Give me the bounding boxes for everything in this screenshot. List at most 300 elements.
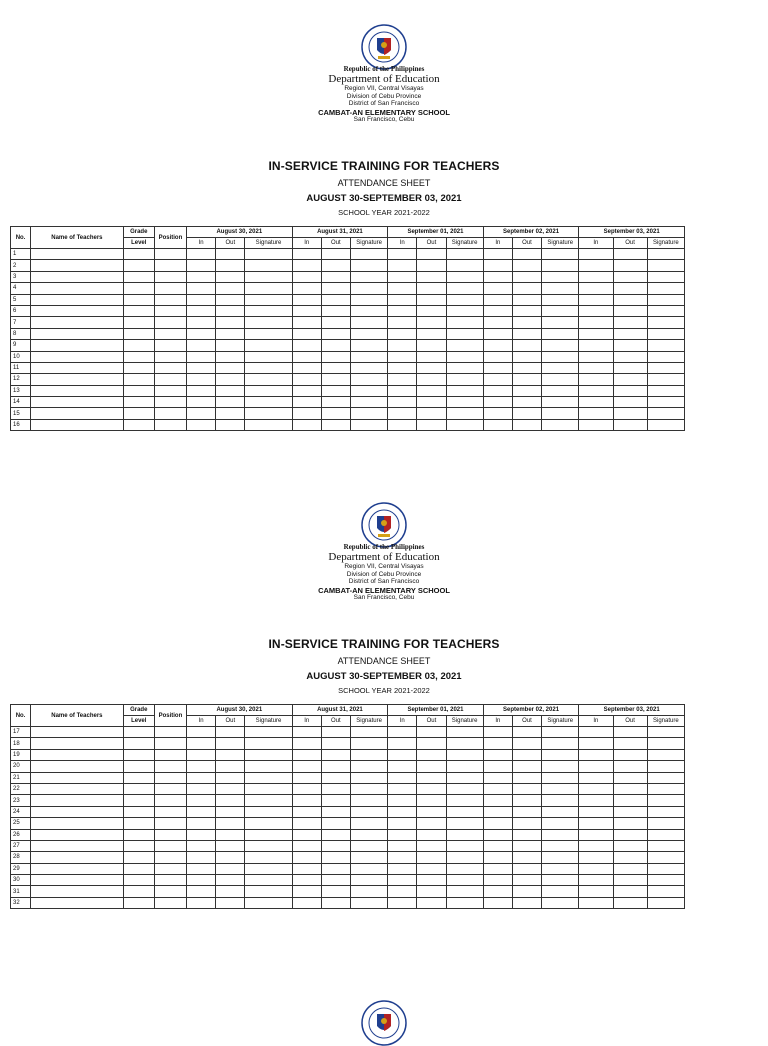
blank-cell[interactable] xyxy=(31,271,124,282)
blank-cell[interactable] xyxy=(542,305,579,316)
blank-cell[interactable] xyxy=(245,806,292,817)
blank-cell[interactable] xyxy=(512,749,541,760)
blank-cell[interactable] xyxy=(647,317,684,328)
blank-cell[interactable] xyxy=(446,749,483,760)
blank-cell[interactable] xyxy=(613,317,647,328)
blank-cell[interactable] xyxy=(245,818,292,829)
blank-cell[interactable] xyxy=(187,317,216,328)
blank-cell[interactable] xyxy=(542,840,579,851)
blank-cell[interactable] xyxy=(417,260,446,271)
blank-cell[interactable] xyxy=(154,783,186,794)
blank-cell[interactable] xyxy=(579,305,613,316)
blank-cell[interactable] xyxy=(350,886,387,897)
blank-cell[interactable] xyxy=(417,328,446,339)
blank-cell[interactable] xyxy=(216,408,245,419)
blank-cell[interactable] xyxy=(123,727,154,738)
blank-cell[interactable] xyxy=(417,795,446,806)
blank-cell[interactable] xyxy=(388,249,417,260)
blank-cell[interactable] xyxy=(647,749,684,760)
blank-cell[interactable] xyxy=(388,783,417,794)
blank-cell[interactable] xyxy=(187,727,216,738)
blank-cell[interactable] xyxy=(483,260,512,271)
blank-cell[interactable] xyxy=(216,249,245,260)
blank-cell[interactable] xyxy=(187,271,216,282)
blank-cell[interactable] xyxy=(613,305,647,316)
blank-cell[interactable] xyxy=(216,875,245,886)
blank-cell[interactable] xyxy=(245,749,292,760)
blank-cell[interactable] xyxy=(512,727,541,738)
blank-cell[interactable] xyxy=(417,783,446,794)
blank-cell[interactable] xyxy=(542,351,579,362)
blank-cell[interactable] xyxy=(123,283,154,294)
blank-cell[interactable] xyxy=(512,271,541,282)
blank-cell[interactable] xyxy=(292,806,321,817)
blank-cell[interactable] xyxy=(31,294,124,305)
blank-cell[interactable] xyxy=(292,305,321,316)
blank-cell[interactable] xyxy=(483,408,512,419)
blank-cell[interactable] xyxy=(579,783,613,794)
blank-cell[interactable] xyxy=(31,362,124,373)
blank-cell[interactable] xyxy=(187,260,216,271)
blank-cell[interactable] xyxy=(292,727,321,738)
blank-cell[interactable] xyxy=(321,408,350,419)
blank-cell[interactable] xyxy=(512,829,541,840)
blank-cell[interactable] xyxy=(31,419,124,430)
blank-cell[interactable] xyxy=(647,362,684,373)
blank-cell[interactable] xyxy=(245,249,292,260)
blank-cell[interactable] xyxy=(388,328,417,339)
blank-cell[interactable] xyxy=(350,340,387,351)
blank-cell[interactable] xyxy=(350,772,387,783)
blank-cell[interactable] xyxy=(154,294,186,305)
blank-cell[interactable] xyxy=(542,283,579,294)
blank-cell[interactable] xyxy=(321,362,350,373)
blank-cell[interactable] xyxy=(154,840,186,851)
blank-cell[interactable] xyxy=(613,852,647,863)
blank-cell[interactable] xyxy=(579,897,613,908)
blank-cell[interactable] xyxy=(123,328,154,339)
blank-cell[interactable] xyxy=(613,840,647,851)
blank-cell[interactable] xyxy=(579,829,613,840)
blank-cell[interactable] xyxy=(321,783,350,794)
blank-cell[interactable] xyxy=(446,761,483,772)
blank-cell[interactable] xyxy=(245,783,292,794)
blank-cell[interactable] xyxy=(187,374,216,385)
blank-cell[interactable] xyxy=(123,886,154,897)
blank-cell[interactable] xyxy=(321,886,350,897)
blank-cell[interactable] xyxy=(542,260,579,271)
blank-cell[interactable] xyxy=(417,852,446,863)
blank-cell[interactable] xyxy=(216,818,245,829)
blank-cell[interactable] xyxy=(579,875,613,886)
blank-cell[interactable] xyxy=(647,806,684,817)
blank-cell[interactable] xyxy=(292,271,321,282)
blank-cell[interactable] xyxy=(321,260,350,271)
blank-cell[interactable] xyxy=(512,351,541,362)
blank-cell[interactable] xyxy=(446,249,483,260)
blank-cell[interactable] xyxy=(613,738,647,749)
blank-cell[interactable] xyxy=(123,294,154,305)
blank-cell[interactable] xyxy=(512,294,541,305)
blank-cell[interactable] xyxy=(292,738,321,749)
blank-cell[interactable] xyxy=(542,749,579,760)
blank-cell[interactable] xyxy=(388,761,417,772)
blank-cell[interactable] xyxy=(417,840,446,851)
blank-cell[interactable] xyxy=(187,806,216,817)
blank-cell[interactable] xyxy=(123,374,154,385)
blank-cell[interactable] xyxy=(446,408,483,419)
blank-cell[interactable] xyxy=(292,840,321,851)
blank-cell[interactable] xyxy=(292,749,321,760)
blank-cell[interactable] xyxy=(647,840,684,851)
blank-cell[interactable] xyxy=(483,806,512,817)
blank-cell[interactable] xyxy=(321,249,350,260)
blank-cell[interactable] xyxy=(292,374,321,385)
blank-cell[interactable] xyxy=(483,374,512,385)
blank-cell[interactable] xyxy=(446,351,483,362)
blank-cell[interactable] xyxy=(292,408,321,419)
blank-cell[interactable] xyxy=(579,351,613,362)
blank-cell[interactable] xyxy=(483,749,512,760)
blank-cell[interactable] xyxy=(417,294,446,305)
blank-cell[interactable] xyxy=(216,829,245,840)
blank-cell[interactable] xyxy=(579,271,613,282)
blank-cell[interactable] xyxy=(417,317,446,328)
blank-cell[interactable] xyxy=(446,772,483,783)
blank-cell[interactable] xyxy=(154,419,186,430)
blank-cell[interactable] xyxy=(154,385,186,396)
blank-cell[interactable] xyxy=(388,863,417,874)
blank-cell[interactable] xyxy=(388,897,417,908)
blank-cell[interactable] xyxy=(388,806,417,817)
blank-cell[interactable] xyxy=(647,374,684,385)
blank-cell[interactable] xyxy=(292,772,321,783)
blank-cell[interactable] xyxy=(123,362,154,373)
blank-cell[interactable] xyxy=(613,875,647,886)
blank-cell[interactable] xyxy=(123,829,154,840)
blank-cell[interactable] xyxy=(647,419,684,430)
blank-cell[interactable] xyxy=(483,795,512,806)
blank-cell[interactable] xyxy=(542,419,579,430)
blank-cell[interactable] xyxy=(542,397,579,408)
blank-cell[interactable] xyxy=(613,806,647,817)
blank-cell[interactable] xyxy=(579,818,613,829)
blank-cell[interactable] xyxy=(483,328,512,339)
blank-cell[interactable] xyxy=(613,897,647,908)
blank-cell[interactable] xyxy=(579,249,613,260)
blank-cell[interactable] xyxy=(512,783,541,794)
blank-cell[interactable] xyxy=(512,328,541,339)
blank-cell[interactable] xyxy=(154,818,186,829)
blank-cell[interactable] xyxy=(245,283,292,294)
blank-cell[interactable] xyxy=(647,818,684,829)
blank-cell[interactable] xyxy=(613,783,647,794)
blank-cell[interactable] xyxy=(647,727,684,738)
blank-cell[interactable] xyxy=(542,738,579,749)
blank-cell[interactable] xyxy=(350,249,387,260)
blank-cell[interactable] xyxy=(446,875,483,886)
blank-cell[interactable] xyxy=(292,795,321,806)
blank-cell[interactable] xyxy=(446,829,483,840)
blank-cell[interactable] xyxy=(292,875,321,886)
blank-cell[interactable] xyxy=(123,249,154,260)
blank-cell[interactable] xyxy=(647,249,684,260)
blank-cell[interactable] xyxy=(446,419,483,430)
blank-cell[interactable] xyxy=(417,351,446,362)
blank-cell[interactable] xyxy=(483,818,512,829)
blank-cell[interactable] xyxy=(321,795,350,806)
blank-cell[interactable] xyxy=(446,852,483,863)
blank-cell[interactable] xyxy=(154,408,186,419)
blank-cell[interactable] xyxy=(321,305,350,316)
blank-cell[interactable] xyxy=(512,886,541,897)
blank-cell[interactable] xyxy=(542,863,579,874)
blank-cell[interactable] xyxy=(216,795,245,806)
blank-cell[interactable] xyxy=(350,385,387,396)
blank-cell[interactable] xyxy=(292,761,321,772)
blank-cell[interactable] xyxy=(321,271,350,282)
blank-cell[interactable] xyxy=(31,397,124,408)
blank-cell[interactable] xyxy=(613,886,647,897)
blank-cell[interactable] xyxy=(154,317,186,328)
blank-cell[interactable] xyxy=(31,374,124,385)
blank-cell[interactable] xyxy=(417,362,446,373)
blank-cell[interactable] xyxy=(417,249,446,260)
blank-cell[interactable] xyxy=(350,806,387,817)
blank-cell[interactable] xyxy=(31,806,124,817)
blank-cell[interactable] xyxy=(187,294,216,305)
blank-cell[interactable] xyxy=(542,875,579,886)
blank-cell[interactable] xyxy=(123,749,154,760)
blank-cell[interactable] xyxy=(154,749,186,760)
blank-cell[interactable] xyxy=(512,317,541,328)
blank-cell[interactable] xyxy=(613,351,647,362)
blank-cell[interactable] xyxy=(350,761,387,772)
blank-cell[interactable] xyxy=(388,829,417,840)
blank-cell[interactable] xyxy=(187,829,216,840)
blank-cell[interactable] xyxy=(31,351,124,362)
blank-cell[interactable] xyxy=(388,419,417,430)
blank-cell[interactable] xyxy=(613,328,647,339)
blank-cell[interactable] xyxy=(216,840,245,851)
blank-cell[interactable] xyxy=(321,374,350,385)
blank-cell[interactable] xyxy=(321,875,350,886)
blank-cell[interactable] xyxy=(647,294,684,305)
blank-cell[interactable] xyxy=(446,806,483,817)
blank-cell[interactable] xyxy=(542,829,579,840)
blank-cell[interactable] xyxy=(350,727,387,738)
blank-cell[interactable] xyxy=(579,863,613,874)
blank-cell[interactable] xyxy=(187,283,216,294)
blank-cell[interactable] xyxy=(388,749,417,760)
blank-cell[interactable] xyxy=(446,783,483,794)
blank-cell[interactable] xyxy=(542,385,579,396)
blank-cell[interactable] xyxy=(483,351,512,362)
blank-cell[interactable] xyxy=(542,317,579,328)
blank-cell[interactable] xyxy=(31,818,124,829)
blank-cell[interactable] xyxy=(417,340,446,351)
blank-cell[interactable] xyxy=(154,340,186,351)
blank-cell[interactable] xyxy=(483,863,512,874)
blank-cell[interactable] xyxy=(321,829,350,840)
blank-cell[interactable] xyxy=(245,852,292,863)
blank-cell[interactable] xyxy=(350,852,387,863)
blank-cell[interactable] xyxy=(647,897,684,908)
blank-cell[interactable] xyxy=(647,385,684,396)
blank-cell[interactable] xyxy=(216,362,245,373)
blank-cell[interactable] xyxy=(350,419,387,430)
blank-cell[interactable] xyxy=(245,886,292,897)
blank-cell[interactable] xyxy=(123,840,154,851)
blank-cell[interactable] xyxy=(187,397,216,408)
blank-cell[interactable] xyxy=(542,328,579,339)
blank-cell[interactable] xyxy=(483,897,512,908)
blank-cell[interactable] xyxy=(123,818,154,829)
blank-cell[interactable] xyxy=(123,806,154,817)
blank-cell[interactable] xyxy=(350,374,387,385)
blank-cell[interactable] xyxy=(245,408,292,419)
blank-cell[interactable] xyxy=(613,385,647,396)
blank-cell[interactable] xyxy=(579,738,613,749)
blank-cell[interactable] xyxy=(417,385,446,396)
blank-cell[interactable] xyxy=(245,795,292,806)
blank-cell[interactable] xyxy=(483,852,512,863)
blank-cell[interactable] xyxy=(31,749,124,760)
blank-cell[interactable] xyxy=(512,419,541,430)
blank-cell[interactable] xyxy=(292,362,321,373)
blank-cell[interactable] xyxy=(388,818,417,829)
blank-cell[interactable] xyxy=(579,260,613,271)
blank-cell[interactable] xyxy=(579,283,613,294)
blank-cell[interactable] xyxy=(321,385,350,396)
blank-cell[interactable] xyxy=(417,761,446,772)
blank-cell[interactable] xyxy=(350,875,387,886)
blank-cell[interactable] xyxy=(31,783,124,794)
blank-cell[interactable] xyxy=(31,829,124,840)
blank-cell[interactable] xyxy=(613,749,647,760)
blank-cell[interactable] xyxy=(187,795,216,806)
blank-cell[interactable] xyxy=(579,852,613,863)
blank-cell[interactable] xyxy=(613,340,647,351)
blank-cell[interactable] xyxy=(154,772,186,783)
blank-cell[interactable] xyxy=(154,897,186,908)
blank-cell[interactable] xyxy=(613,772,647,783)
blank-cell[interactable] xyxy=(483,362,512,373)
blank-cell[interactable] xyxy=(579,374,613,385)
blank-cell[interactable] xyxy=(292,397,321,408)
blank-cell[interactable] xyxy=(216,397,245,408)
blank-cell[interactable] xyxy=(388,317,417,328)
blank-cell[interactable] xyxy=(388,271,417,282)
blank-cell[interactable] xyxy=(542,294,579,305)
blank-cell[interactable] xyxy=(388,408,417,419)
blank-cell[interactable] xyxy=(216,260,245,271)
blank-cell[interactable] xyxy=(31,328,124,339)
blank-cell[interactable] xyxy=(388,727,417,738)
blank-cell[interactable] xyxy=(292,863,321,874)
blank-cell[interactable] xyxy=(483,294,512,305)
blank-cell[interactable] xyxy=(216,294,245,305)
blank-cell[interactable] xyxy=(647,761,684,772)
blank-cell[interactable] xyxy=(446,283,483,294)
blank-cell[interactable] xyxy=(292,294,321,305)
blank-cell[interactable] xyxy=(417,408,446,419)
blank-cell[interactable] xyxy=(321,283,350,294)
blank-cell[interactable] xyxy=(613,863,647,874)
blank-cell[interactable] xyxy=(216,283,245,294)
blank-cell[interactable] xyxy=(123,305,154,316)
blank-cell[interactable] xyxy=(483,761,512,772)
blank-cell[interactable] xyxy=(187,738,216,749)
blank-cell[interactable] xyxy=(647,852,684,863)
blank-cell[interactable] xyxy=(579,419,613,430)
blank-cell[interactable] xyxy=(321,397,350,408)
blank-cell[interactable] xyxy=(579,727,613,738)
blank-cell[interactable] xyxy=(245,362,292,373)
blank-cell[interactable] xyxy=(350,317,387,328)
blank-cell[interactable] xyxy=(512,840,541,851)
blank-cell[interactable] xyxy=(542,374,579,385)
blank-cell[interactable] xyxy=(321,317,350,328)
blank-cell[interactable] xyxy=(613,271,647,282)
blank-cell[interactable] xyxy=(388,840,417,851)
blank-cell[interactable] xyxy=(216,863,245,874)
blank-cell[interactable] xyxy=(388,875,417,886)
blank-cell[interactable] xyxy=(216,419,245,430)
blank-cell[interactable] xyxy=(417,738,446,749)
blank-cell[interactable] xyxy=(483,305,512,316)
blank-cell[interactable] xyxy=(350,749,387,760)
blank-cell[interactable] xyxy=(388,294,417,305)
blank-cell[interactable] xyxy=(154,283,186,294)
blank-cell[interactable] xyxy=(483,738,512,749)
blank-cell[interactable] xyxy=(123,397,154,408)
blank-cell[interactable] xyxy=(512,818,541,829)
blank-cell[interactable] xyxy=(647,283,684,294)
blank-cell[interactable] xyxy=(388,374,417,385)
blank-cell[interactable] xyxy=(350,397,387,408)
blank-cell[interactable] xyxy=(31,772,124,783)
blank-cell[interactable] xyxy=(350,351,387,362)
blank-cell[interactable] xyxy=(216,374,245,385)
blank-cell[interactable] xyxy=(321,772,350,783)
blank-cell[interactable] xyxy=(154,260,186,271)
blank-cell[interactable] xyxy=(216,271,245,282)
blank-cell[interactable] xyxy=(446,886,483,897)
blank-cell[interactable] xyxy=(446,305,483,316)
blank-cell[interactable] xyxy=(512,374,541,385)
blank-cell[interactable] xyxy=(483,249,512,260)
blank-cell[interactable] xyxy=(216,886,245,897)
blank-cell[interactable] xyxy=(154,852,186,863)
blank-cell[interactable] xyxy=(388,260,417,271)
blank-cell[interactable] xyxy=(350,362,387,373)
blank-cell[interactable] xyxy=(512,795,541,806)
blank-cell[interactable] xyxy=(579,340,613,351)
blank-cell[interactable] xyxy=(123,795,154,806)
blank-cell[interactable] xyxy=(245,340,292,351)
blank-cell[interactable] xyxy=(245,328,292,339)
blank-cell[interactable] xyxy=(216,806,245,817)
blank-cell[interactable] xyxy=(245,397,292,408)
blank-cell[interactable] xyxy=(187,419,216,430)
blank-cell[interactable] xyxy=(187,305,216,316)
blank-cell[interactable] xyxy=(187,897,216,908)
blank-cell[interactable] xyxy=(154,829,186,840)
blank-cell[interactable] xyxy=(483,271,512,282)
blank-cell[interactable] xyxy=(245,897,292,908)
blank-cell[interactable] xyxy=(350,283,387,294)
